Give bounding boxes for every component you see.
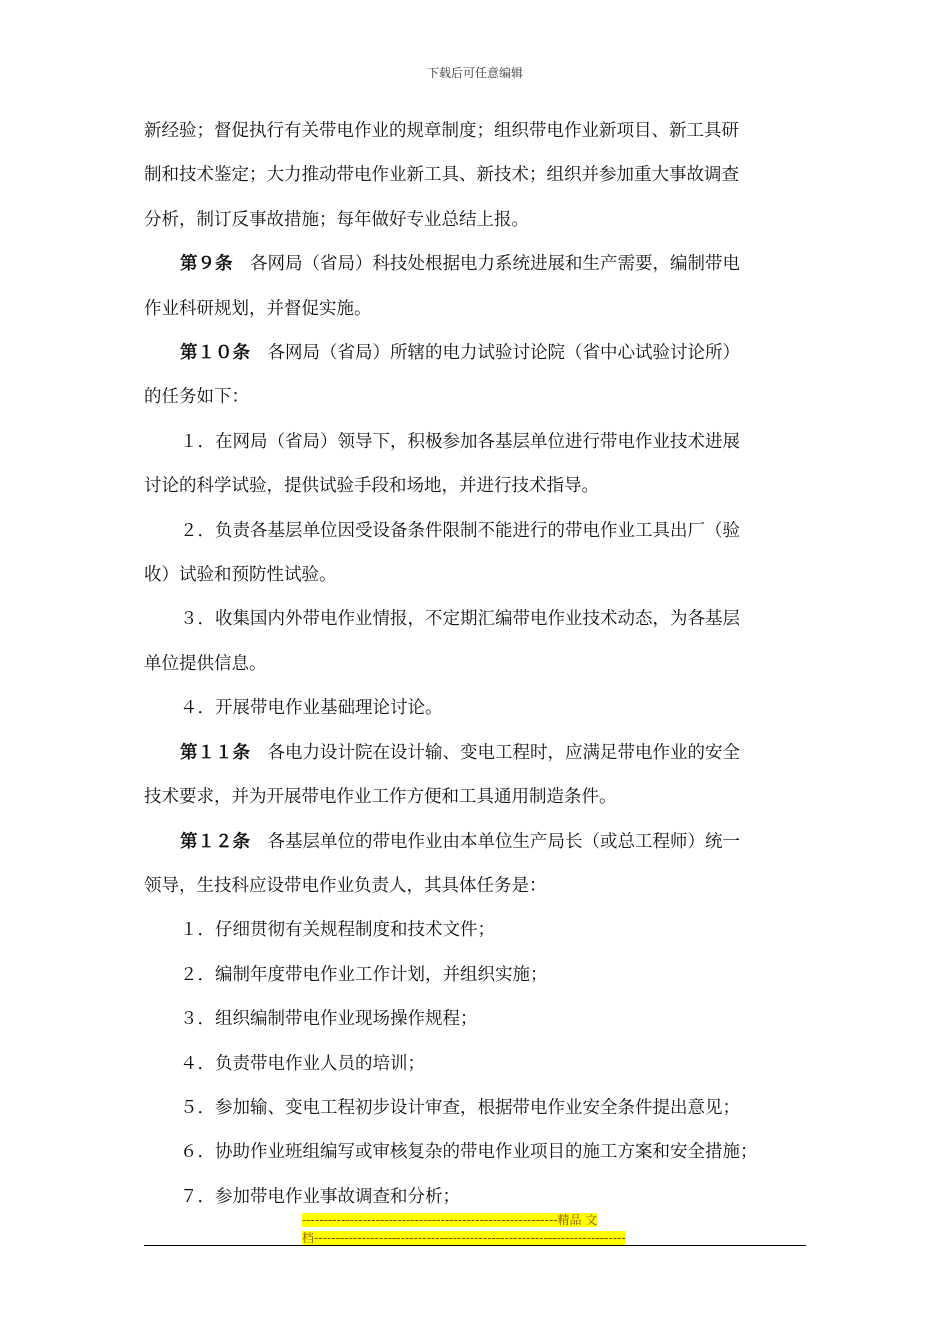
list-item: ３．组织编制带电作业现场操作规程；	[180, 1009, 478, 1030]
list-item: ５．参加输、变电工程初步设计审查，根据带电作业安全条件提出意见；	[180, 1097, 740, 1118]
footer-line-1: -----------------------------------------------------------精品 文	[302, 1213, 598, 1227]
footer-line-2: 档------------------------------------------------------------------------	[302, 1231, 626, 1245]
text-line: 作业科研规划，并督促实施。	[144, 298, 372, 319]
article-10	[144, 331, 808, 375]
document-body	[144, 109, 808, 1219]
list-item: １．仔细贯彻有关规程制度和技术文件；	[180, 920, 495, 941]
text-line: 单位提供信息。	[144, 653, 267, 674]
list-item: ３．收集国内外带电作业情报，不定期汇编带电作业技术动态，为各基层	[180, 609, 740, 630]
text-line: 各网局（省局）所辖的电力试验讨论院（省中心试验讨论所）	[250, 343, 740, 364]
text-line: 各电力设计院在设计输、变电工程时，应满足带电作业的安全	[250, 742, 740, 763]
footer-watermark	[302, 1211, 649, 1247]
text-line: 各网局（省局）科技处根据电力系统进展和生产需要，编制带电	[232, 254, 740, 275]
article-number: 第１１条	[180, 742, 250, 763]
text-line: 新经验；督促执行有关带电作业的规章制度；组织带电作业新项目、新工具研	[144, 121, 739, 141]
text-line: 的任务如下：	[144, 387, 249, 408]
article-12	[144, 820, 808, 864]
text-line: 分析，制订反事故措施；每年做好专业总结上报。	[144, 209, 529, 230]
article-number: 第１２条	[180, 831, 250, 852]
article-number: 第９条	[180, 254, 233, 275]
list-item: ２．编制年度带电作业工作计划，并组织实施；	[180, 964, 548, 985]
list-item: ７．参加带电作业事故调查和分析；	[180, 1186, 460, 1207]
list-item: ２．负责各基层单位因受设备条件限制不能进行的带电作业工具出厂（验	[180, 520, 740, 541]
text-line: 制和技术鉴定；大力推动带电作业新工具、新技术；组织并参加重大事故调查	[144, 165, 739, 186]
article-number: 第１０条	[180, 343, 250, 364]
text-line: 讨论的科学试验，提供试验手段和场地，并进行技术指导。	[144, 476, 599, 497]
list-item: ６．协助作业班组编写或审核复杂的带电作业项目的施工方案和安全措施；	[180, 1142, 758, 1163]
footer-divider	[144, 1245, 806, 1246]
article-9	[144, 242, 808, 286]
article-11	[144, 731, 808, 775]
list-item: ４．负责带电作业人员的培训；	[180, 1053, 425, 1074]
text-line: 收）试验和预防性试验。	[144, 565, 337, 586]
page-header: 下载后可任意编辑	[426, 66, 523, 80]
text-line: 各基层单位的带电作业由本单位生产局长（或总工程师）统一	[250, 831, 740, 852]
list-item: ４．开展带电作业基础理论讨论。	[180, 698, 443, 719]
text-line: 领导，生技科应设带电作业负责人，其具体任务是：	[144, 875, 547, 896]
text-line: 技术要求，并为开展带电作业工作方便和工具通用制造条件。	[144, 787, 617, 808]
list-item: １．在网局（省局）领导下，积极参加各基层单位进行带电作业技术进展	[180, 431, 740, 452]
